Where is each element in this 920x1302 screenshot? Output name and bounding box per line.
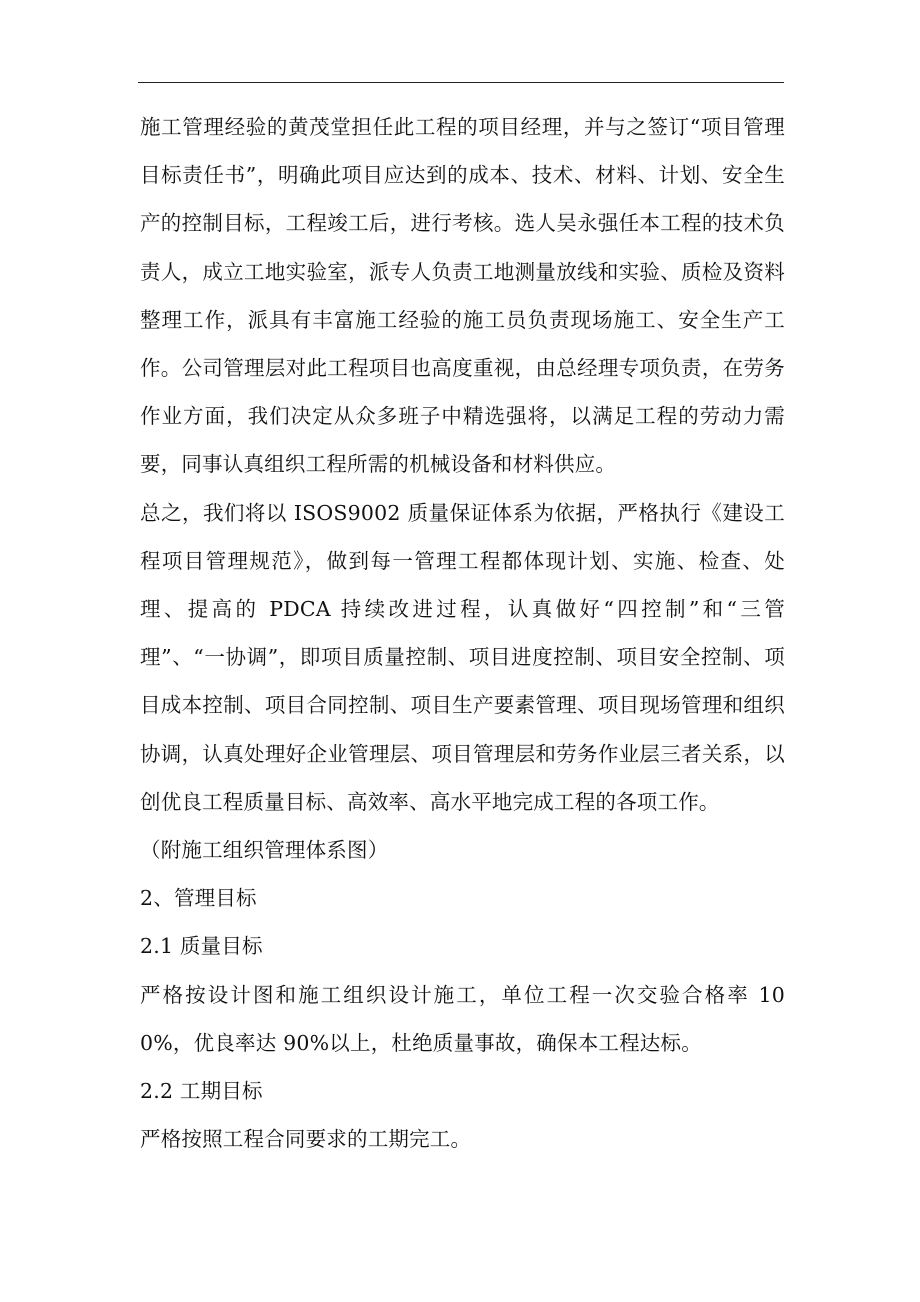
paragraph-quality-goal: 严格按设计图和施工组织设计施工，单位工程一次交验合格率 100%，优良率达 90%以上，杜绝质量事故，确保本工程达标。 [140, 982, 785, 1055]
paragraph-management-staffing: 施工管理经验的黄茂堂担任此工程的项目经理，并与之签订“项目管理目标责任书”，明确此项目应达到的成本、技术、材料、计划、安全生产的控制目标，工程竣工后，进行考核。选人吴永强任本工程的技术负责人，成立工地实验室，派专人负责工地测量放线和实验、质检及资料整理工作，派具有丰富施工经验的施工员负责现场施工、安全生产工作。公司管理层对此工程项目也高度重视，由总经理专项负责，在劳务作业方面，我们决定从众多班子中精选强将，以满足工程的劳动力需要，同事认真组织工程所需的机械设备和材料供应。 [140, 115, 785, 477]
paragraph-schedule-goal: 严格按照工程合同要求的工期完工。 [140, 1127, 472, 1152]
header-rule [138, 82, 784, 83]
figure-note: （附施工组织管理体系图） [140, 838, 389, 863]
subsection-heading-quality-goal: 2.1 质量目标 [140, 934, 263, 959]
document-body [140, 103, 785, 1163]
section-heading-management-goals: 2、管理目标 [140, 886, 257, 911]
subsection-heading-schedule-goal: 2.2 工期目标 [140, 1079, 263, 1104]
paragraph-quality-system: 总之，我们将以 ISOS9002 质量保证体系为依据，严格执行《建设工程项目管理规范》，做到每一管理工程都体现计划、实施、检查、处理、提高的 PDCA 持续改进过程，认真做好“四控制”和“三管理”、“一协调”，即项目质量控制、项目进度控制、项目安全控制、项目成本控制、项目合同控制、项目生产要素管理、项目现场管理和组织协调，认真处理好企业管理层、项目管理层和劳务作业层三者关系，以创优良工程质量目标、高效率、高水平地完成工程的各项工作。 [140, 500, 785, 814]
